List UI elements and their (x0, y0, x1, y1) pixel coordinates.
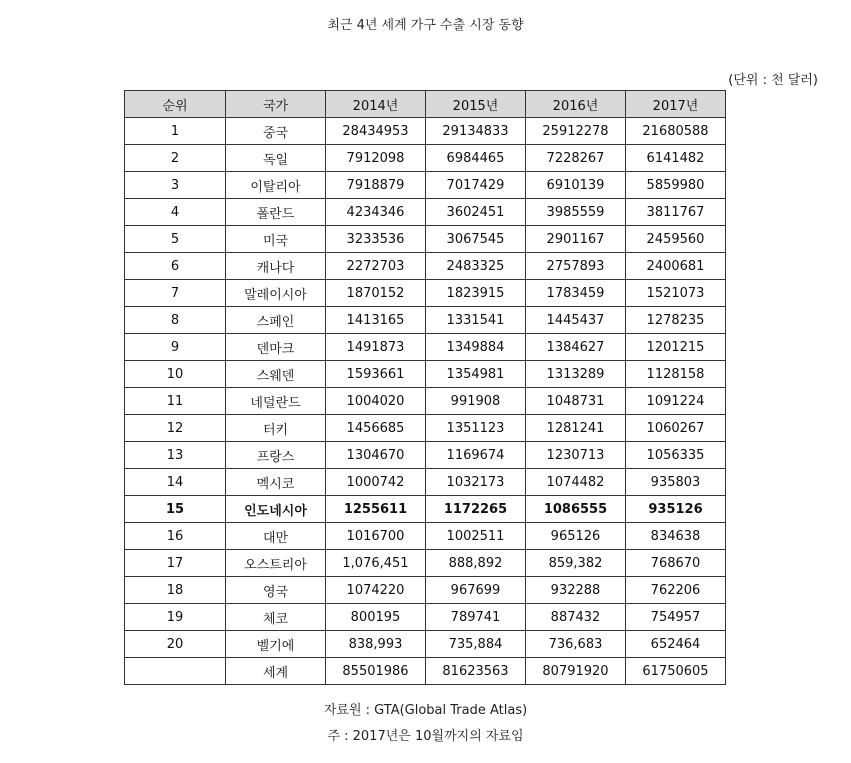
cell-2014: 1074220 (326, 577, 426, 604)
header-2014: 2014년 (326, 91, 426, 118)
table-body (125, 118, 726, 685)
cell-2017: 935126 (626, 496, 726, 523)
cell-2016: 736,683 (526, 631, 626, 658)
table-row (125, 523, 726, 550)
cell-2014: 1304670 (326, 442, 426, 469)
cell-2015: 1349884 (426, 334, 526, 361)
cell-2017: 834638 (626, 523, 726, 550)
export-market-table (124, 90, 726, 685)
cell-2017: 935803 (626, 469, 726, 496)
cell-rank: 20 (125, 631, 226, 658)
table-row (125, 253, 726, 280)
table-row (125, 145, 726, 172)
cell-country: 캐나다 (226, 253, 326, 280)
cell-2014: 838,993 (326, 631, 426, 658)
cell-2017: 1056335 (626, 442, 726, 469)
cell-2015: 1331541 (426, 307, 526, 334)
cell-2015: 3067545 (426, 226, 526, 253)
footnote: 주 : 2017년은 10월까지의 자료임 (327, 729, 524, 744)
cell-country: 영국 (226, 577, 326, 604)
cell-2017: 61750605 (626, 658, 726, 685)
table-row (125, 631, 726, 658)
header-2015: 2015년 (426, 91, 526, 118)
table-header-row (125, 91, 726, 118)
table-row (125, 658, 726, 685)
cell-2016: 859,382 (526, 550, 626, 577)
cell-2015: 967699 (426, 577, 526, 604)
cell-2014: 1491873 (326, 334, 426, 361)
cell-2016: 1086555 (526, 496, 626, 523)
cell-2017: 3811767 (626, 199, 726, 226)
cell-2014: 7918879 (326, 172, 426, 199)
table-row (125, 118, 726, 145)
cell-2017: 1521073 (626, 280, 726, 307)
cell-country: 폴란드 (226, 199, 326, 226)
header-2016: 2016년 (526, 91, 626, 118)
cell-2014: 3233536 (326, 226, 426, 253)
cell-rank (125, 658, 226, 685)
cell-country: 멕시코 (226, 469, 326, 496)
cell-country: 세계 (226, 658, 326, 685)
cell-2014: 1004020 (326, 388, 426, 415)
cell-2014: 1593661 (326, 361, 426, 388)
cell-2016: 7228267 (526, 145, 626, 172)
cell-rank: 2 (125, 145, 226, 172)
cell-2015: 7017429 (426, 172, 526, 199)
cell-2017: 768670 (626, 550, 726, 577)
cell-2015: 6984465 (426, 145, 526, 172)
cell-rank: 18 (125, 577, 226, 604)
cell-rank: 9 (125, 334, 226, 361)
cell-2014: 1016700 (326, 523, 426, 550)
cell-country: 말레이시아 (226, 280, 326, 307)
cell-2017: 1091224 (626, 388, 726, 415)
cell-2014: 1000742 (326, 469, 426, 496)
cell-2016: 80791920 (526, 658, 626, 685)
page-title: 최근 4년 세계 가구 수출 시장 동향 (327, 18, 524, 33)
cell-2016: 3985559 (526, 199, 626, 226)
cell-2016: 1230713 (526, 442, 626, 469)
cell-2015: 888,892 (426, 550, 526, 577)
cell-2015: 1032173 (426, 469, 526, 496)
cell-2015: 29134833 (426, 118, 526, 145)
cell-2014: 1456685 (326, 415, 426, 442)
cell-2015: 735,884 (426, 631, 526, 658)
table-row (125, 307, 726, 334)
cell-2016: 1313289 (526, 361, 626, 388)
table-row (125, 496, 726, 523)
cell-country: 인도네시아 (226, 496, 326, 523)
table-row (125, 550, 726, 577)
cell-2016: 1783459 (526, 280, 626, 307)
cell-2017: 762206 (626, 577, 726, 604)
table-row (125, 199, 726, 226)
cell-country: 벨기에 (226, 631, 326, 658)
cell-2014: 85501986 (326, 658, 426, 685)
cell-2014: 2272703 (326, 253, 426, 280)
cell-rank: 11 (125, 388, 226, 415)
cell-2017: 2459560 (626, 226, 726, 253)
cell-2015: 2483325 (426, 253, 526, 280)
cell-2017: 5859980 (626, 172, 726, 199)
cell-2017: 754957 (626, 604, 726, 631)
table-row (125, 388, 726, 415)
cell-2014: 800195 (326, 604, 426, 631)
cell-2016: 965126 (526, 523, 626, 550)
cell-country: 이탈리아 (226, 172, 326, 199)
cell-2017: 1278235 (626, 307, 726, 334)
header-country: 국가 (226, 91, 326, 118)
table-row (125, 577, 726, 604)
header-rank: 순위 (125, 91, 226, 118)
cell-rank: 14 (125, 469, 226, 496)
table-row (125, 226, 726, 253)
cell-rank: 19 (125, 604, 226, 631)
cell-2015: 1172265 (426, 496, 526, 523)
cell-2014: 7912098 (326, 145, 426, 172)
cell-2017: 652464 (626, 631, 726, 658)
cell-country: 덴마크 (226, 334, 326, 361)
cell-rank: 16 (125, 523, 226, 550)
cell-country: 오스트리아 (226, 550, 326, 577)
cell-rank: 10 (125, 361, 226, 388)
cell-2016: 887432 (526, 604, 626, 631)
cell-2015: 1823915 (426, 280, 526, 307)
cell-country: 미국 (226, 226, 326, 253)
source-note: 자료원 : GTA(Global Trade Atlas) (323, 703, 528, 718)
cell-country: 스페인 (226, 307, 326, 334)
unit-note: (단위 : 천 달러) (728, 73, 818, 88)
cell-2016: 1074482 (526, 469, 626, 496)
cell-2014: 1255611 (326, 496, 426, 523)
cell-country: 네덜란드 (226, 388, 326, 415)
table-row (125, 280, 726, 307)
cell-2016: 2757893 (526, 253, 626, 280)
table-row (125, 361, 726, 388)
cell-rank: 17 (125, 550, 226, 577)
table-row (125, 415, 726, 442)
cell-country: 스웨덴 (226, 361, 326, 388)
cell-rank: 4 (125, 199, 226, 226)
cell-2015: 789741 (426, 604, 526, 631)
cell-country: 프랑스 (226, 442, 326, 469)
cell-2017: 1128158 (626, 361, 726, 388)
cell-2015: 1351123 (426, 415, 526, 442)
cell-2016: 1281241 (526, 415, 626, 442)
cell-rank: 3 (125, 172, 226, 199)
cell-2015: 3602451 (426, 199, 526, 226)
cell-2014: 1413165 (326, 307, 426, 334)
cell-2015: 1002511 (426, 523, 526, 550)
cell-2014: 1,076,451 (326, 550, 426, 577)
cell-2015: 81623563 (426, 658, 526, 685)
cell-2016: 1384627 (526, 334, 626, 361)
cell-2017: 2400681 (626, 253, 726, 280)
cell-country: 대만 (226, 523, 326, 550)
cell-2016: 1048731 (526, 388, 626, 415)
cell-country: 중국 (226, 118, 326, 145)
table-row (125, 172, 726, 199)
cell-2016: 6910139 (526, 172, 626, 199)
cell-2014: 28434953 (326, 118, 426, 145)
cell-rank: 15 (125, 496, 226, 523)
cell-2017: 1060267 (626, 415, 726, 442)
cell-2017: 1201215 (626, 334, 726, 361)
cell-2017: 6141482 (626, 145, 726, 172)
table-row (125, 334, 726, 361)
cell-2014: 1870152 (326, 280, 426, 307)
cell-2016: 2901167 (526, 226, 626, 253)
cell-country: 독일 (226, 145, 326, 172)
cell-rank: 6 (125, 253, 226, 280)
header-2017: 2017년 (626, 91, 726, 118)
cell-2016: 932288 (526, 577, 626, 604)
cell-rank: 7 (125, 280, 226, 307)
cell-rank: 12 (125, 415, 226, 442)
cell-2016: 25912278 (526, 118, 626, 145)
cell-2015: 991908 (426, 388, 526, 415)
cell-2017: 21680588 (626, 118, 726, 145)
cell-rank: 13 (125, 442, 226, 469)
cell-2015: 1354981 (426, 361, 526, 388)
cell-2016: 1445437 (526, 307, 626, 334)
cell-rank: 5 (125, 226, 226, 253)
cell-country: 체코 (226, 604, 326, 631)
cell-rank: 8 (125, 307, 226, 334)
table-row (125, 442, 726, 469)
table-row (125, 469, 726, 496)
table-row (125, 604, 726, 631)
cell-country: 터키 (226, 415, 326, 442)
cell-2015: 1169674 (426, 442, 526, 469)
cell-rank: 1 (125, 118, 226, 145)
cell-2014: 4234346 (326, 199, 426, 226)
